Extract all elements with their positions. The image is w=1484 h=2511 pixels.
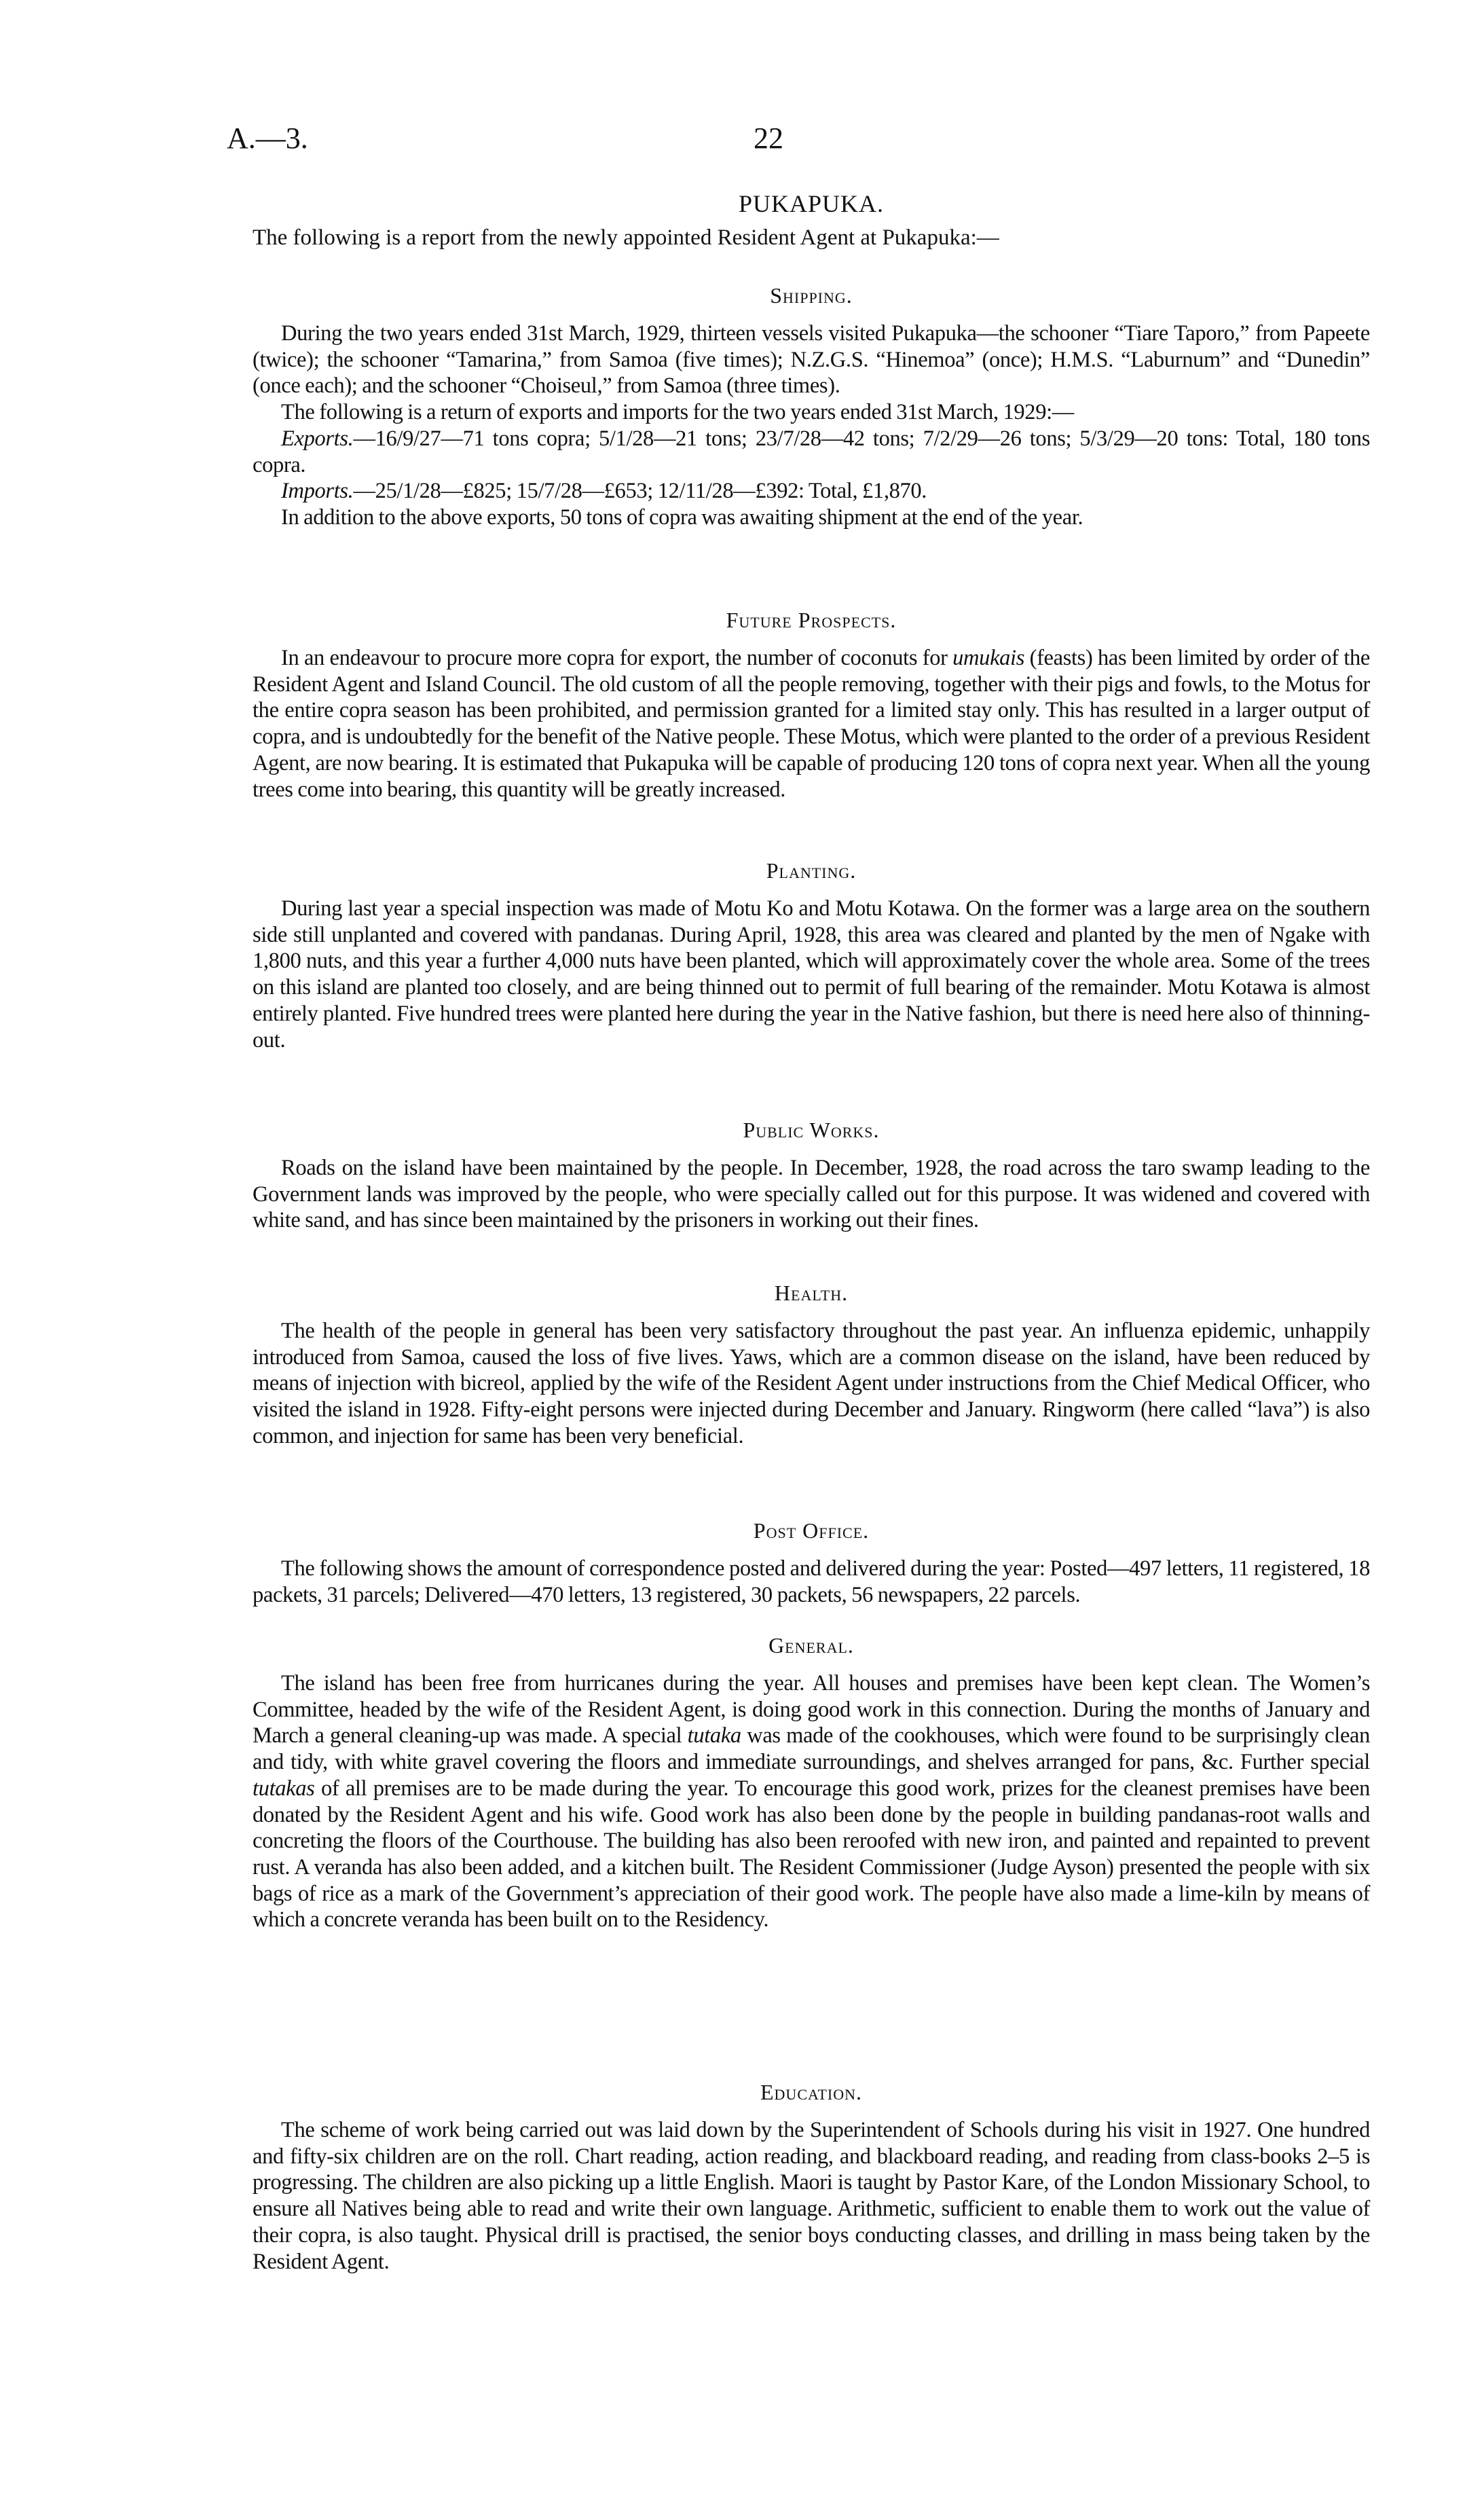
section-heading: Shipping.	[770, 283, 853, 308]
text-run: —16/9/27—71 tons copra; 5/1/28—21 tons; 23/7/28—42 tons; 7/2/29—26 tons; 5/3/29—20 tons: Total, 180 tons copra.	[253, 426, 1370, 477]
text-run: —25/1/28—£825; 15/7/28—£653; 12/11/28—£392: Total, £1,870.	[353, 479, 927, 504]
document-reference: A.—3.	[227, 122, 308, 155]
text-run: During last year a special inspection was made of Motu Ko and Motu Kotawa. On the former was a large area on the southern side still unplanted and covered with pandanas. During April, 1928, this area was cleared and planted by the men of Ngake with 1,800 nuts, and this year a further 4,000 nuts have been planted, which will approximately cover the whole area. Some of the trees on this island are planted too closely, and are being thinned out to permit of full bearing of the remainder. Motu Kotawa is almost entirely planted. Five hundred trees were planted here during the year in the Native fashion, but there is need here also of thinning-out.	[253, 896, 1370, 1052]
paragraph	[253, 2117, 1370, 2275]
page-number: 22	[754, 122, 783, 155]
paragraph	[253, 505, 1370, 531]
section-general	[253, 1632, 1370, 1933]
title-block	[253, 190, 1370, 251]
section-future-prospects	[253, 607, 1370, 803]
intro-text: The following is a report from the newly appointed Resident Agent at Pukapuka:—	[253, 225, 999, 250]
paragraph	[253, 1155, 1370, 1234]
text-run: The scheme of work being carried out was laid down by the Superintendent of Schools during his visit in 1927. One hundred and fifty-six children are on the roll. Chart reading, action reading, and blackboard reading, and reading from class-books 2–5 is progressing. The children are also picking up a little English. Maori is taught by Pastor Kare, of the London Missionary School, to ensure all Natives being able to read and write their own language. Arithmetic, sufficient to enable them to work out the value of their copra, is also taught. Physical drill is practised, the senior boys conducting classes, and drilling in mass being taken by the Resident Agent.	[253, 2118, 1370, 2274]
section-shipping	[253, 282, 1370, 531]
italic-text: Imports.	[281, 479, 354, 504]
italic-text: umukais	[952, 646, 1025, 670]
section-heading: Health.	[774, 1281, 849, 1305]
section-health	[253, 1280, 1370, 1450]
text-run: During the two years ended 31st March, 1929, thirteen vessels visited Pukapuka—the schooner “Tiare Taporo,” from Papeete (twice); the schooner “Tamarina,” from Samoa (five times); N.Z.G.S. “Hinemoa” (once); H.M.S. “Laburnum” and “Dunedin” (once each); and the schooner “Choiseul,” from Samoa (three times).	[253, 321, 1370, 399]
section-heading: Planting.	[766, 858, 857, 883]
section-planting	[253, 858, 1370, 1053]
text-run: The following is a return of exports and imports for the two years ended 31st March, 1929:—	[281, 400, 1074, 425]
page-title: PUKAPUKA.	[738, 190, 885, 217]
paragraph	[253, 1318, 1370, 1450]
italic-text: tutakas	[253, 1776, 315, 1801]
text-run: was made of the cookhouses, which were found to be surprisingly clean and tidy, with white gravel covering the floors and immediate surroundings, and shelves arranged for pans, &c. Further special	[253, 1723, 1370, 1775]
italic-text: tutaka	[687, 1723, 741, 1748]
text-run: The island has been free from hurricanes during the year. All houses and premises have been kept clean. The Women’s Committee, headed by the wife of the Resident Agent, is doing good work in this connection. During the months of January and March a general cleaning-up was made. A special	[253, 1671, 1370, 1748]
section-post-office	[253, 1518, 1370, 1608]
paragraph	[253, 478, 1370, 505]
section-heading: Future Prospects.	[726, 608, 897, 632]
text-run: (feasts) has been limited by order of the Resident Agent and Island Council. The old custom of all the people removing, together with their pigs and fowls, to the Motus for the entire copra season has been prohibited, and permission granted for a limited stay only. This has resulted in a larger output of copra, and is undoubtedly for the benefit of the Native people. These Motus, which were planted to the order of a previous Resident Agent, are now bearing. It is estimated that Pukapuka will be capable of producing 120 tons of copra next year. When all the young trees come into bearing, this quantity will be greatly increased.	[253, 646, 1370, 802]
section-education	[253, 2079, 1370, 2275]
paragraph	[253, 399, 1370, 426]
section-public-works	[253, 1117, 1370, 1234]
text-run: Roads on the island have been maintained by the people. In December, 1928, the road across the taro swamp leading to the Government lands was improved by the people, who were specially called out for this purpose. It was widened and covered with white sand, and has since been maintained by the prisoners in working out their fines.	[253, 1156, 1370, 1233]
text-run: The following shows the amount of correspondence posted and delivered during the year: Posted—497 letters, 11 registered, 18 packets, 31 parcels; Delivered—470 letters, 13 registered, 30 packets, 56 newspapers, 22 parcels.	[253, 1556, 1370, 1607]
paragraph	[253, 320, 1370, 399]
text-run: In addition to the above exports, 50 tons of copra was awaiting shipment at the end of the year.	[281, 505, 1083, 530]
italic-text: Exports.	[281, 426, 354, 451]
paragraph	[253, 426, 1370, 478]
section-heading: Education.	[760, 2080, 862, 2104]
paragraph	[253, 645, 1370, 803]
text-run: of all premises are to be made during the year. To encourage this good work, prizes for the cleanest premises have been donated by the Resident Agent and his wife. Good work has also been done by the people in building pandanas-root walls and concreting the floors of the Courthouse. The building has also been reroofed with new iron, and painted and repainted to prevent rust. A veranda has also been added, and a kitchen built. The Resident Commissioner (Judge Ayson) presented the people with six bags of rice as a mark of the Government’s appreciation of their good work. The people have also made a lime-kiln by means of which a concrete veranda has been built on to the Residency.	[253, 1776, 1370, 1932]
section-heading: Post Office.	[753, 1518, 870, 1543]
text-run: In an endeavour to procure more copra for export, the number of coconuts for	[281, 646, 953, 670]
text-run: The health of the people in general has been very satisfactory throughout the past year. An influenza epidemic, unhappily introduced from Samoa, caused the loss of five lives. Yaws, which are a common disease on the island, have been reduced by means of injection with bicreol, applied by the wife of the Resident Agent under instructions from the Chief Medical Officer, who visited the island in 1928. Fifty-eight persons were injected during December and January. Ringworm (here called “lava”) is also common, and injection for same has been very beneficial.	[253, 1319, 1370, 1448]
section-heading: General.	[768, 1633, 854, 1657]
paragraph	[253, 1556, 1370, 1608]
section-heading: Public Works.	[743, 1118, 880, 1142]
paragraph	[253, 1670, 1370, 1933]
paragraph	[253, 896, 1370, 1053]
